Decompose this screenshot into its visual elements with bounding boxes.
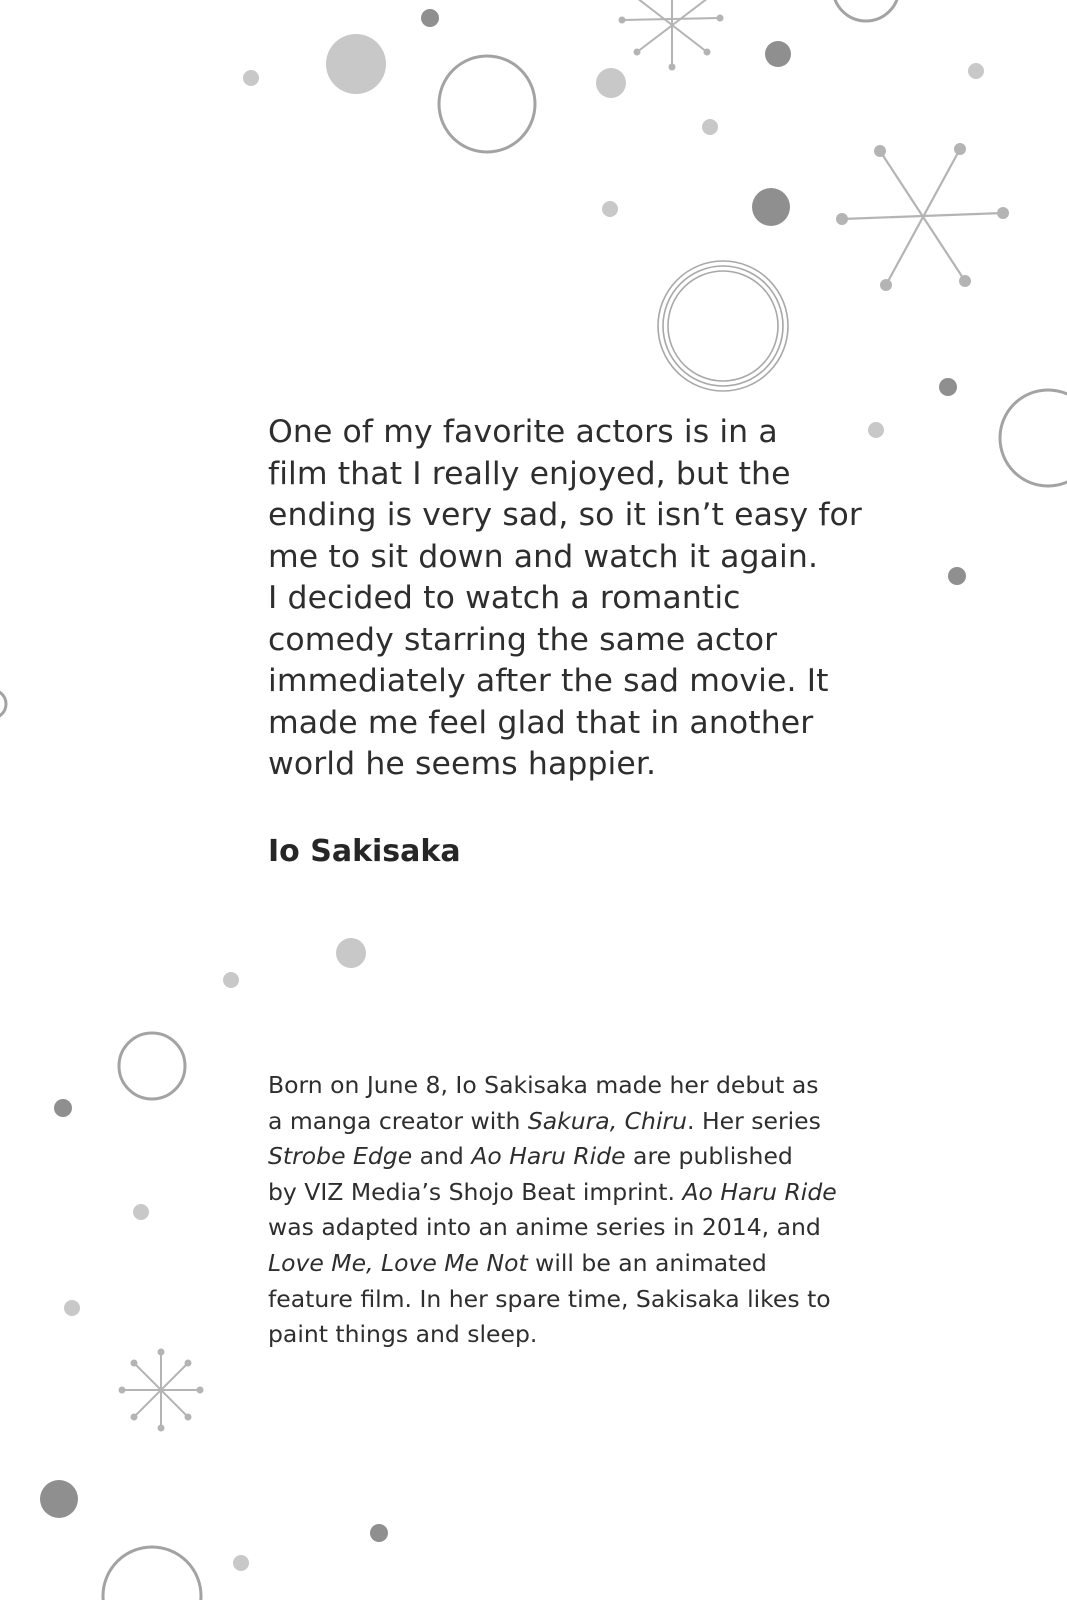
series-title: Ao Haru Ride (682, 1177, 837, 1206)
dot-decoration (421, 9, 439, 27)
bio-line (268, 1175, 868, 1211)
dot-decoration (868, 422, 884, 438)
dot-decoration (54, 1099, 72, 1117)
dot-decoration (326, 34, 386, 94)
dot-decoration (133, 1204, 149, 1220)
bio-text: Born on June 8, Io Sakisaka made her debut as (268, 1071, 819, 1099)
bio-text: by VIZ Media’s Shojo Beat imprint. (268, 1177, 683, 1206)
quote-line: film that I really enjoyed, but the (268, 455, 791, 492)
quote-line: ending is very sad, so it isn’t easy for (268, 497, 862, 533)
ring-decoration (1000, 390, 1067, 486)
author-name: Io Sakisaka (268, 834, 461, 869)
bio-text: and (412, 1142, 472, 1171)
dot-decoration (948, 567, 966, 585)
series-title: Strobe Edge (268, 1142, 413, 1171)
quote-line: immediately after the sad movie. It (268, 663, 829, 699)
bio-line (268, 1210, 868, 1246)
bio-text: paint things and sleep. (268, 1320, 538, 1349)
author-biography (268, 1068, 868, 1353)
ring-decoration (119, 1033, 185, 1099)
dot-decoration (752, 188, 790, 226)
ring-decoration (833, 0, 899, 21)
dot-decoration (336, 938, 366, 968)
dot-decoration (223, 972, 239, 988)
bio-line (268, 1317, 868, 1353)
bio-line (268, 1139, 868, 1175)
snowflake-icon (836, 143, 1009, 291)
dot-decoration (596, 68, 626, 98)
ring-decoration (0, 690, 6, 718)
dot-decoration (765, 41, 791, 67)
ring-decoration (103, 1547, 201, 1600)
dot-decoration (602, 201, 618, 217)
author-quote (268, 412, 868, 786)
snowflake-icon (119, 1349, 204, 1432)
bio-text: . Her series (687, 1106, 821, 1135)
dot-decoration (939, 378, 957, 396)
quote-line: comedy starring the same actor (268, 621, 778, 658)
dot-decoration (233, 1555, 249, 1571)
bio-line (268, 1104, 868, 1140)
bio-text: are published (625, 1142, 793, 1171)
dot-decoration (968, 63, 984, 79)
snowflake-icon (619, 0, 724, 71)
bio-text: was adapted into an anime series in 2014, and (268, 1213, 821, 1242)
series-title: Ao Haru Ride (471, 1142, 626, 1171)
dot-decoration (64, 1300, 80, 1316)
bio-text: a manga creator with (268, 1106, 528, 1135)
dot-decoration (40, 1480, 78, 1518)
bio-line (268, 1246, 868, 1282)
dot-decoration (243, 70, 259, 86)
ring-decoration (439, 56, 535, 152)
quote-line: One of my favorite actors is in a (268, 414, 778, 450)
quote-line: I decided to watch a romantic (268, 580, 741, 616)
series-title: Sakura, Chiru (527, 1106, 688, 1135)
dot-decoration (702, 119, 718, 135)
bio-line (268, 1068, 868, 1104)
double-ring-decoration (658, 261, 788, 391)
quote-line: made me feel glad that in another (268, 704, 814, 741)
dot-decoration (370, 1524, 388, 1542)
series-title: Love Me, Love Me Not (268, 1248, 528, 1277)
bio-text: feature film. In her spare time, Sakisaka likes to (268, 1284, 831, 1313)
quote-line: world he seems happier. (268, 746, 657, 782)
bio-text: will be an animated (527, 1248, 767, 1277)
bio-line (268, 1282, 868, 1318)
quote-line: me to sit down and watch it again. (268, 538, 819, 575)
